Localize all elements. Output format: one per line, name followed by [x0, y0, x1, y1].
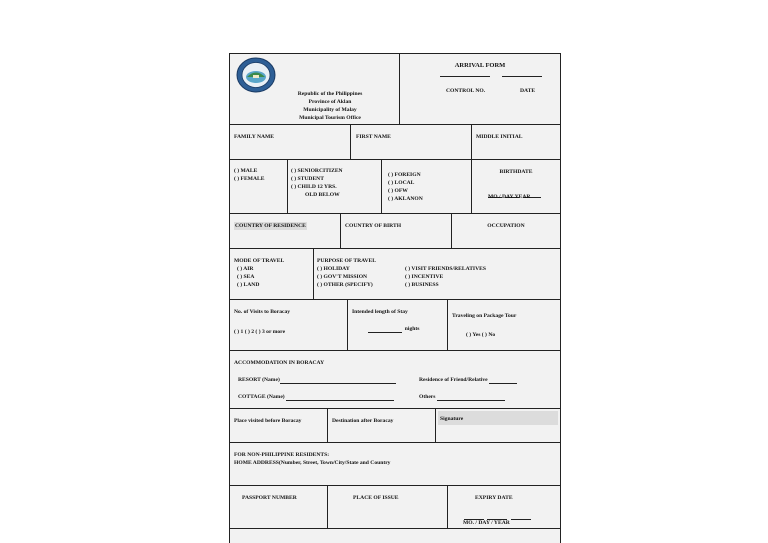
header-left	[230, 54, 399, 124]
header-row	[230, 54, 560, 125]
travel-row	[230, 249, 560, 300]
others-input[interactable]	[437, 400, 505, 401]
arrival-form	[229, 53, 561, 543]
checkbox-female[interactable]: ( ) FEMALE	[234, 176, 265, 182]
checkbox-sea[interactable]: ( ) SEA	[237, 274, 255, 280]
checkbox-student[interactable]: ( ) STUDENT	[291, 176, 324, 182]
birthdate-format: MO./ DAY YEAR	[488, 194, 531, 200]
home-address-label: HOME ADDRESS(Number, Street, Town/City/State and Country	[234, 460, 391, 466]
purpose-of-travel	[313, 249, 560, 299]
place-of-issue-label: PLACE OF ISSUE	[353, 495, 399, 501]
category-options	[287, 160, 381, 213]
checkbox-land[interactable]: ( ) LAND	[237, 282, 260, 288]
visits-row	[230, 300, 560, 351]
country-residence-label: COUNTRY OF RESIDENCE	[235, 223, 306, 229]
sex-options	[230, 160, 287, 213]
origin-options	[381, 160, 471, 213]
others-label: Others	[419, 394, 436, 400]
signature-label: Signature	[440, 416, 464, 422]
header-line: Municipal Tourism Office	[299, 115, 361, 121]
family-name-field[interactable]	[230, 125, 350, 159]
checkbox-child-note: OLD BELOW	[305, 192, 340, 198]
header-right	[399, 54, 560, 124]
country-birth-label: COUNTRY OF BIRTH	[345, 223, 402, 229]
mode-title: MODE OF TRAVEL	[234, 258, 285, 264]
checkbox-foreign[interactable]: ( ) FOREIGN	[388, 172, 421, 178]
place-of-issue-field[interactable]	[327, 486, 447, 528]
package-title: Traveling on Package Tour	[452, 313, 517, 319]
middle-initial-label: MIDDLE INITIAL	[476, 134, 523, 140]
header-agency-lines	[260, 90, 400, 122]
checkbox-air[interactable]: ( ) AIR	[237, 266, 254, 272]
country-residence-field[interactable]	[230, 214, 340, 248]
residence-row	[230, 214, 560, 249]
passport-number-field[interactable]	[230, 486, 327, 528]
checkbox-visit-friends[interactable]: ( ) VISIT FRIENDS/RELATIVES	[405, 266, 486, 272]
control-no-label: CONTROL NO.	[446, 88, 486, 94]
birthdate-field[interactable]	[471, 160, 560, 213]
package-options[interactable]: ( ) Yes ( ) No	[466, 332, 496, 338]
cottage-label: COTTAGE (Name)	[238, 394, 285, 400]
nonresident-row	[230, 443, 560, 486]
home-address-field[interactable]	[234, 451, 390, 467]
date-label: DATE	[520, 88, 536, 94]
passport-number-label: PASSPORT NUMBER	[242, 495, 297, 501]
occupation-label: OCCUPATION	[487, 223, 525, 229]
cottage-input[interactable]	[286, 400, 394, 401]
checkbox-child[interactable]: ( ) CHILD 12 YRS.	[291, 184, 337, 190]
checkbox-local[interactable]: ( ) LOCAL	[388, 180, 415, 186]
checkbox-business[interactable]: ( ) BUSINESS	[405, 282, 439, 288]
checkbox-other[interactable]: ( ) OTHER (SPECIFY)	[317, 282, 373, 288]
place-before-label: Place visited before Boracay	[234, 418, 302, 424]
purpose-title: PURPOSE OF TRAVEL	[317, 258, 376, 264]
checkbox-male[interactable]: ( ) MALE	[234, 168, 258, 174]
municipal-seal-icon	[236, 57, 276, 93]
visits-field	[230, 300, 347, 350]
places-row	[230, 409, 560, 443]
signature-field[interactable]	[435, 409, 560, 442]
middle-initial-field[interactable]	[471, 125, 560, 159]
visits-options[interactable]: ( ) 1 ( ) 2 ( ) 3 or more	[234, 329, 286, 335]
destination-after-field[interactable]	[327, 409, 435, 442]
mode-of-travel	[230, 249, 313, 299]
expiry-date-label: EXPIRY DATE	[475, 495, 513, 501]
form-title: ARRIVAL FORM	[454, 62, 506, 69]
header-line: Municipality of Malay	[303, 107, 357, 113]
stay-field[interactable]	[347, 300, 447, 350]
checkbox-holiday[interactable]: ( ) HOLIDAY	[317, 266, 350, 272]
resort-input[interactable]	[280, 383, 396, 384]
visits-title: No. of Visits to Boracay	[234, 309, 291, 315]
place-before-field[interactable]	[230, 409, 327, 442]
residence-input[interactable]	[489, 383, 517, 384]
birthdate-label: BIRTHDATE	[499, 169, 533, 175]
names-row	[230, 125, 560, 160]
residence-label: Residence of Friend/Relative	[419, 377, 488, 383]
family-name-label: FAMILY NAME	[234, 134, 275, 140]
expiry-date-format: MO. / DAY / YEAR	[463, 520, 510, 526]
header-line: Province of Aklan	[308, 99, 352, 105]
stay-title: Intended length of Stay	[352, 309, 408, 315]
checkbox-senior-citizen[interactable]: ( ) SENIORCITIZEN	[291, 168, 343, 174]
occupation-field[interactable]	[451, 214, 560, 248]
first-name-label: FIRST NAME	[356, 134, 391, 140]
stay-unit: nights	[404, 326, 420, 332]
checkbox-govt-mission[interactable]: ( ) GOV'T MISSION	[317, 274, 368, 280]
demographics-row	[230, 160, 560, 214]
checkbox-ofw[interactable]: ( ) OFW	[388, 188, 408, 194]
destination-after-label: Destination after Boracay	[332, 418, 394, 424]
expiry-date-field[interactable]	[447, 486, 560, 528]
first-name-field[interactable]	[350, 125, 471, 159]
checkbox-aklanon[interactable]: ( ) AKLANON	[388, 196, 423, 202]
header-line: Republic of the Philippines	[297, 91, 363, 97]
nonresident-title: FOR NON-PHILIPPINE RESIDENTS:	[234, 452, 330, 458]
accommodation-title: ACCOMMODATION IN BORACAY	[234, 360, 325, 366]
accommodation-row	[230, 351, 560, 409]
country-birth-field[interactable]	[340, 214, 451, 248]
package-tour-field	[447, 300, 560, 350]
passport-row	[230, 486, 560, 529]
checkbox-incentive[interactable]: ( ) INCENTIVE	[405, 274, 444, 280]
resort-label: RESORT (Name)	[238, 377, 280, 383]
